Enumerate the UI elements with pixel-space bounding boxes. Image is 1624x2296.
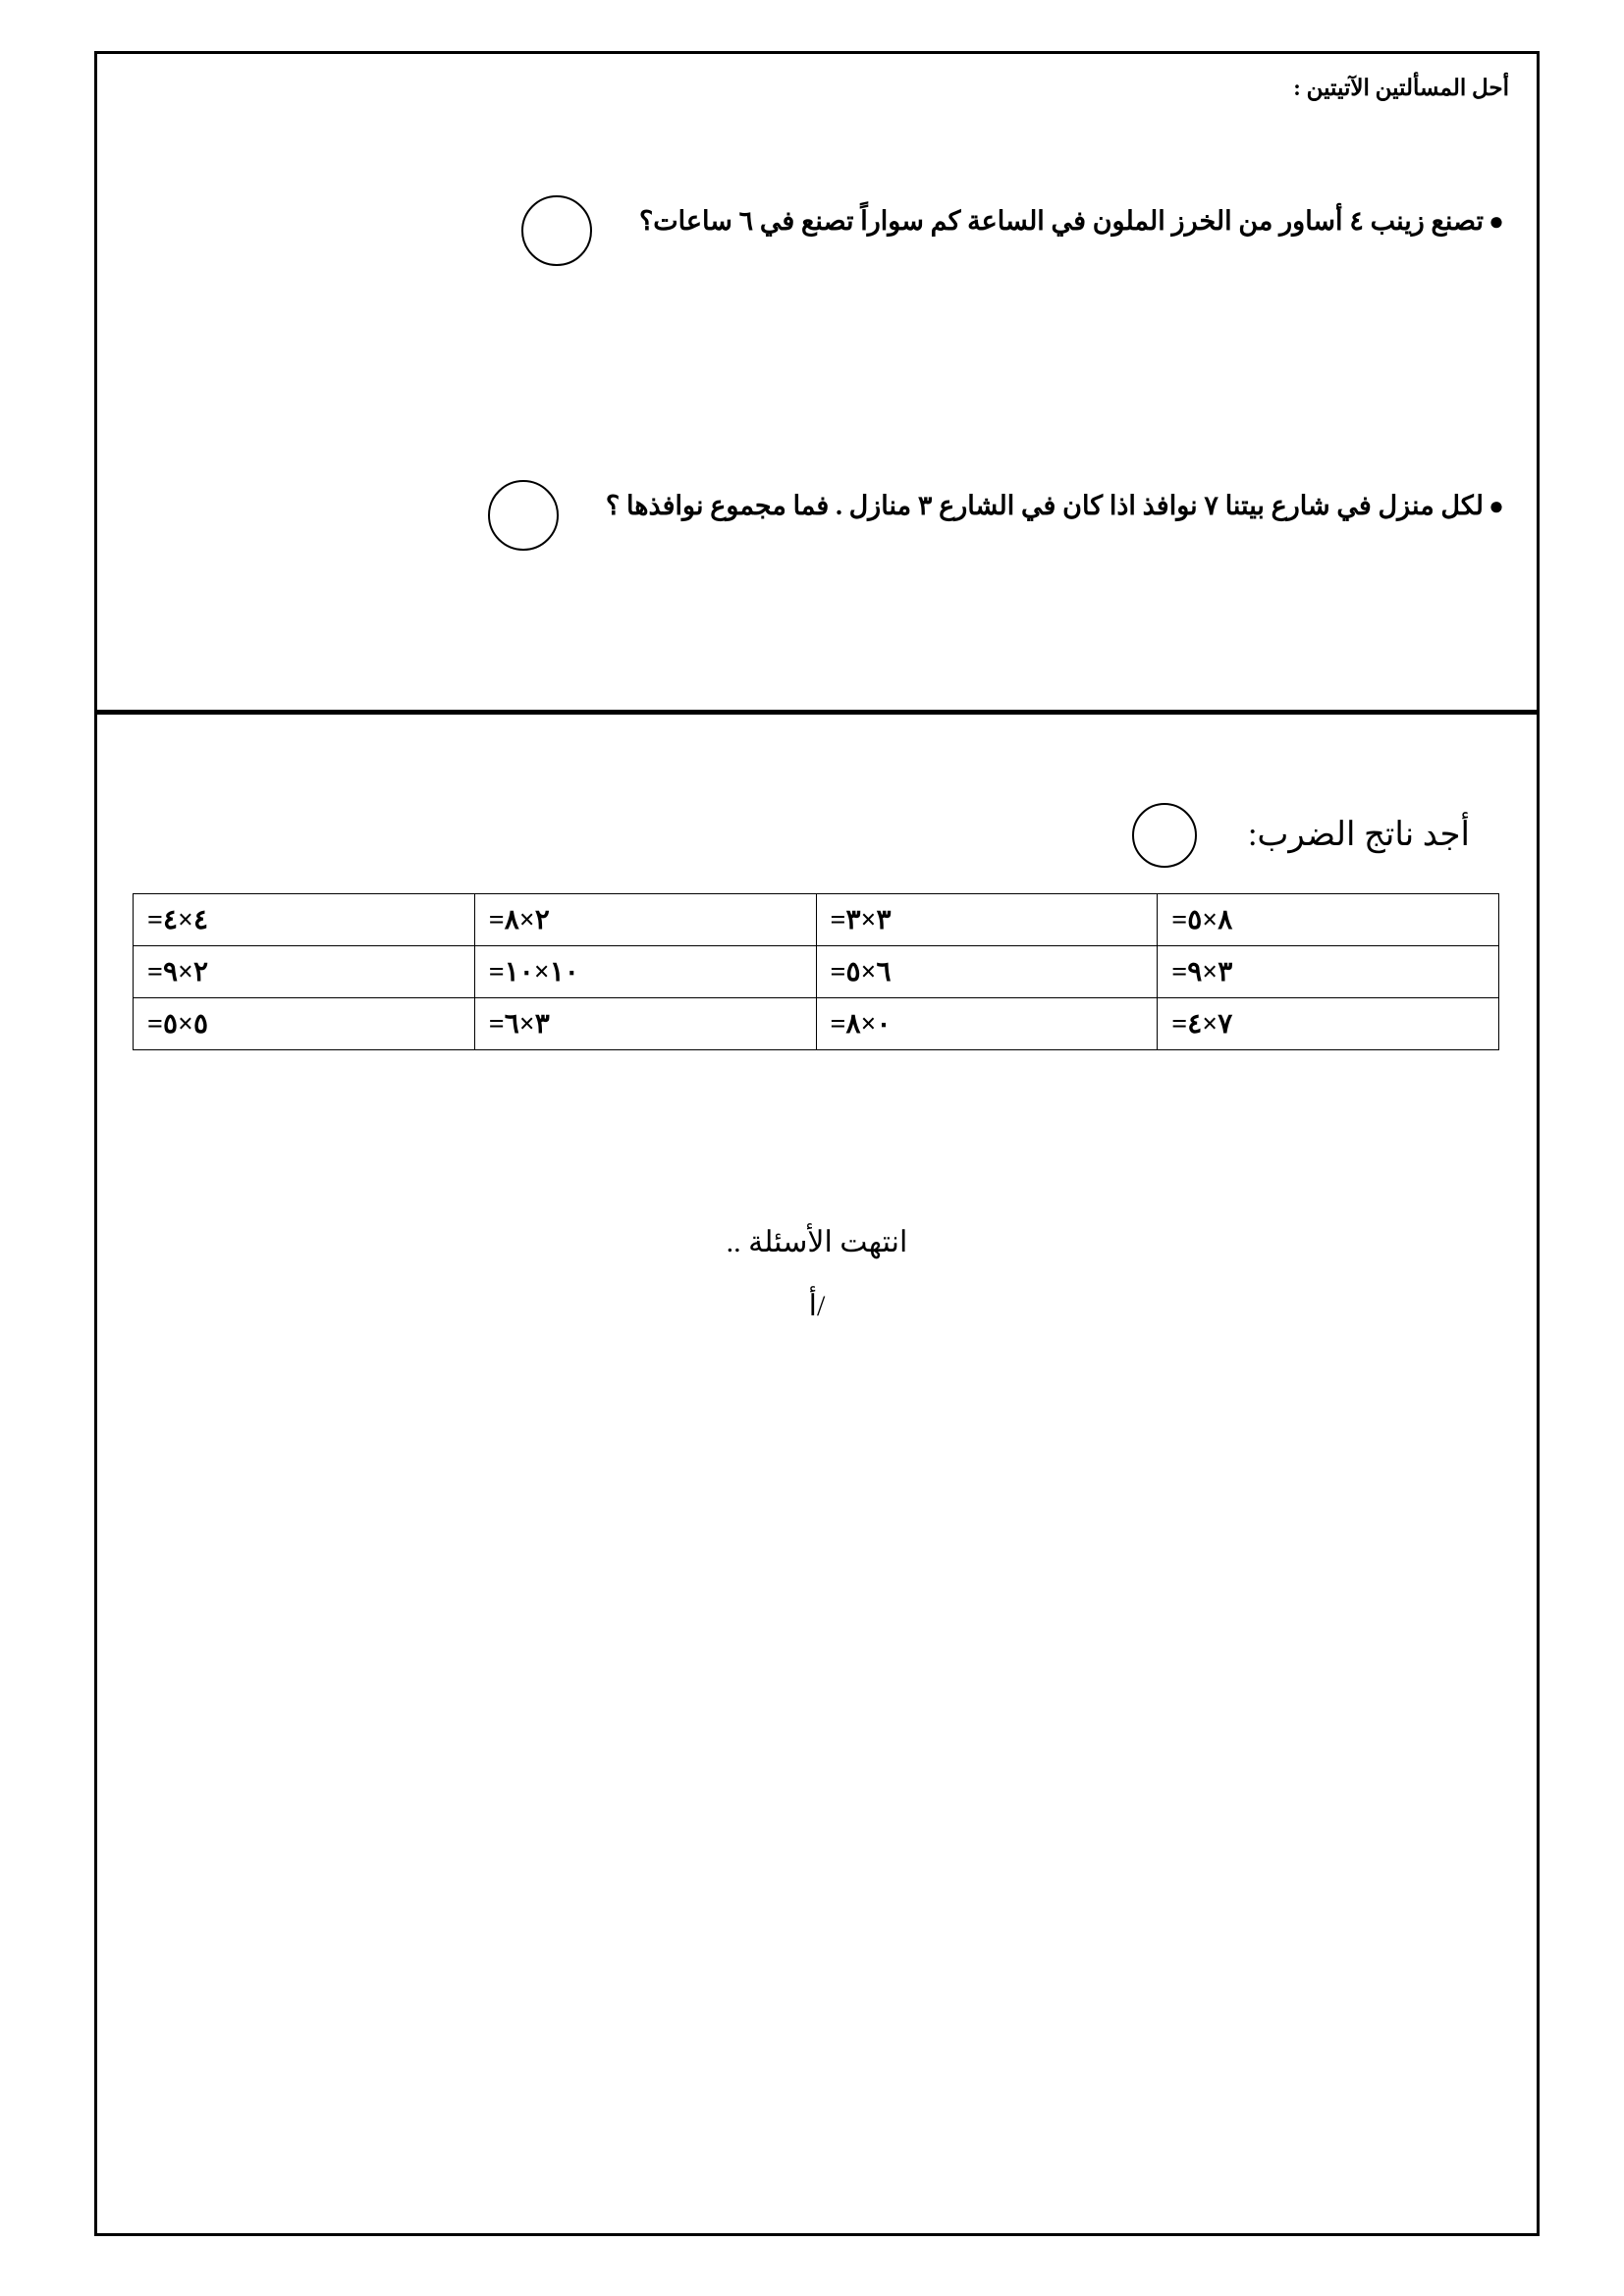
expression: =١٠×١٠ — [488, 957, 579, 988]
table-cell[interactable] — [134, 998, 475, 1050]
score-circle[interactable] — [521, 195, 592, 266]
score-circle[interactable] — [1132, 803, 1197, 868]
closing-line-2: /أ — [808, 1290, 826, 1322]
score-circle[interactable] — [488, 480, 559, 551]
table-cell[interactable] — [1158, 946, 1499, 998]
table-cell[interactable] — [1158, 998, 1499, 1050]
closing-line-1: انتهت الأسئلة .. — [726, 1226, 908, 1258]
table-cell[interactable] — [816, 946, 1158, 998]
products-section — [97, 715, 1537, 2234]
expression: =٤×٤ — [147, 905, 209, 935]
table-cell[interactable] — [816, 998, 1158, 1050]
expression: =٧×٤ — [1171, 1009, 1233, 1040]
expression: =٨×٥ — [1171, 905, 1233, 935]
table-row — [134, 946, 1499, 998]
expression: =٥×٥ — [147, 1009, 209, 1040]
table-cell[interactable] — [134, 894, 475, 946]
table-cell[interactable] — [134, 946, 475, 998]
expression: =٣×٣ — [830, 905, 892, 935]
bullet-icon: ● — [1489, 492, 1504, 520]
problem-row — [488, 486, 1509, 551]
table-cell[interactable] — [474, 894, 816, 946]
expression: =٠×٨ — [830, 1009, 892, 1040]
problem-text: تصنع زينب ٤ أساور من الخرز الملون في الساعة كم سواراً تصنع في ٦ ساعات؟ — [638, 206, 1484, 236]
products-title: أجد ناتج الضرب: — [1247, 817, 1470, 853]
bullet-icon: ● — [1489, 207, 1504, 236]
table-cell[interactable] — [474, 946, 816, 998]
table-cell[interactable] — [474, 998, 816, 1050]
products-header — [1132, 803, 1470, 868]
multiplication-table — [133, 893, 1499, 1050]
expression: =٣×٩ — [1171, 957, 1233, 988]
word-problems-section — [97, 54, 1537, 712]
table-row — [134, 998, 1499, 1050]
table-cell[interactable] — [1158, 894, 1499, 946]
problem-text: لكل منزل في شارع بيتنا ٧ نوافذ اذا كان في الشارع ٣ منازل . فما مجموع نوافذها ؟ — [605, 491, 1484, 520]
expression: =٢×٩ — [147, 957, 209, 988]
table-cell[interactable] — [816, 894, 1158, 946]
expression: =٣×٦ — [488, 1009, 550, 1040]
expression: =٢×٨ — [488, 905, 550, 935]
problem-row — [521, 201, 1509, 266]
table-row — [134, 894, 1499, 946]
instruction-text: أحل المسألتين الآتيتين : — [1293, 76, 1509, 100]
expression: =٦×٥ — [830, 957, 892, 988]
